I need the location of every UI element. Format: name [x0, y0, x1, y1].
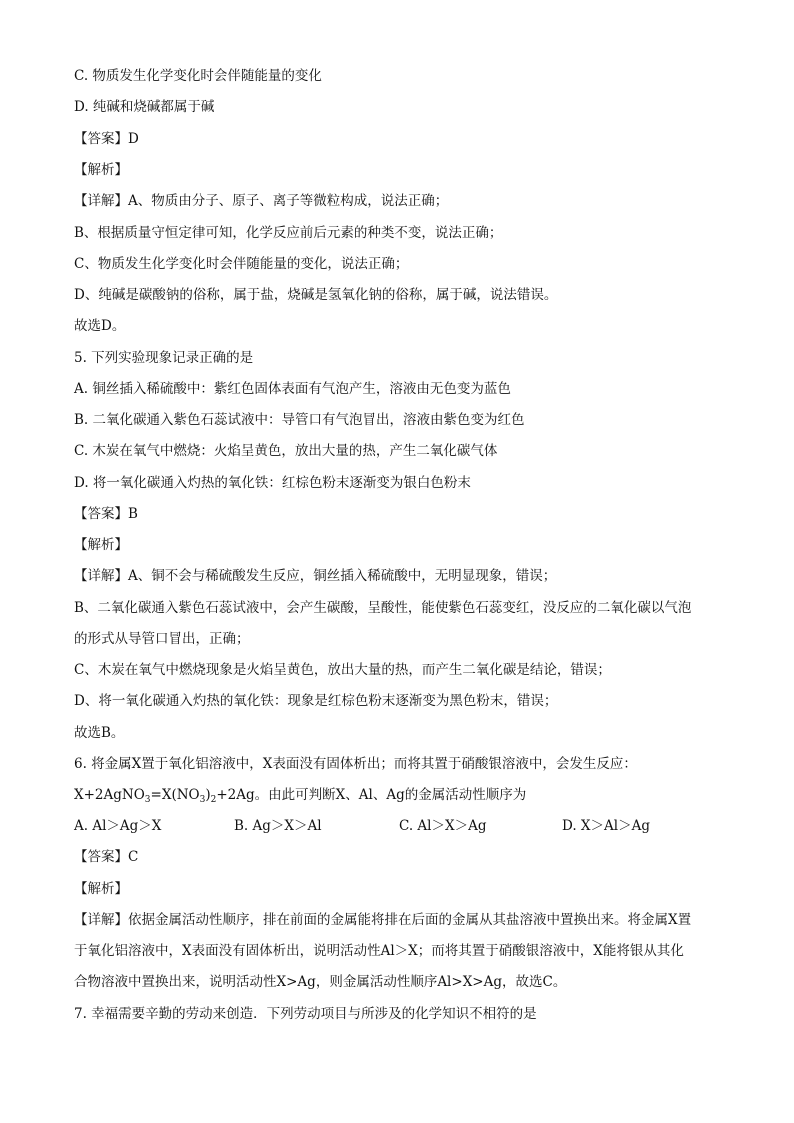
- analysis-heading-q4: 【解析】: [74, 162, 128, 178]
- answer-q6: 【答案】C: [74, 849, 139, 865]
- explanation-q4-c: C、物质发生化学变化时会伴随能量的变化，说法正确；: [74, 256, 409, 272]
- answer-q4: 【答案】D: [74, 131, 139, 147]
- options-q6: [74, 816, 754, 836]
- option-b-q5: B. 二氧化碳通入紫色石蕊试液中：导管口有气泡冒出，溶液由紫色变为红色: [74, 412, 525, 428]
- eq-sub2: 3: [199, 795, 206, 805]
- explanation-q6-1: 【详解】依据金属活动性顺序，排在前面的金属能将排在后面的金属从其盐溶液中置换出来。将金属X置: [74, 912, 692, 928]
- explanation-q6-3: 合物溶液中置换出来，说明活动性X>Ag，则金属活动性顺序Al>X>Ag，故选C。: [74, 974, 567, 990]
- option-c-q4: C. 物质发生化学变化时会伴随能量的变化: [74, 68, 322, 84]
- explanation-q5-d: D、将一氧化碳通入灼热的氧化铁：现象是红棕色粉末逐渐变为黑色粉末，错误；: [74, 693, 558, 709]
- eq-part4: +2Ag。由此可判断X、Al、Ag的金属活动性顺序为: [216, 787, 527, 803]
- option-c-q5: C. 木炭在氧气中燃烧：火焰呈黄色，放出大量的热，产生二氧化碳气体: [74, 443, 498, 459]
- explanation-q5-c: C、木炭在氧气中燃烧现象是火焰呈黄色，放出大量的热，而产生二氧化碳是结论，错误；: [74, 662, 611, 678]
- option-a-q5: A. 铜丝插入稀硫酸中：紫红色固体表面有气泡产生，溶液由无色变为蓝色: [74, 381, 511, 397]
- option-d-q5: D. 将一氧化碳通入灼热的氧化铁：红棕色粉末逐渐变为银白色粉末: [74, 475, 471, 491]
- explanation-q4-a: 【详解】A、物质由分子、原子、离子等微粒构成，说法正确；: [74, 193, 449, 209]
- question-5: 5. 下列实验现象记录正确的是: [74, 350, 254, 366]
- answer-q5: 【答案】B: [74, 506, 138, 522]
- option-c-q6: C. Al＞X＞Ag: [399, 818, 487, 834]
- eq-part1: X+2AgNO: [74, 787, 145, 803]
- option-d-q6: D. X＞Al＞Ag: [562, 818, 650, 834]
- question-6: 6. 将金属X置于氧化铝溶液中，X表面没有固体析出；而将其置于硝酸银溶液中，会发生反应：: [74, 756, 637, 772]
- explanation-q5-b: B、二氧化碳通入紫色石蕊试液中，会产生碳酸，呈酸性，能使紫色石蕊变红，没反应的二氧化碳以气泡: [74, 600, 692, 616]
- option-a-q6: A. Al＞Ag＞X: [74, 818, 162, 834]
- eq-sub1: 3: [144, 795, 151, 805]
- eq-part2: =X(NO: [150, 787, 200, 803]
- conclusion-q4: 故选D。: [74, 318, 126, 334]
- explanation-q4-b: B、根据质量守恒定律可知，化学反应前后元素的种类不变，说法正确；: [74, 225, 503, 241]
- option-b-q6: B. Ag＞X＞Al: [234, 818, 322, 834]
- eq-sub3: 2: [210, 795, 217, 805]
- question-7: 7. 幸福需要辛勤的劳动来创造．下列劳动项目与所涉及的化学知识不相符的是: [74, 1006, 537, 1022]
- eq-part3: ): [205, 787, 211, 803]
- analysis-heading-q5: 【解析】: [74, 537, 128, 553]
- question-6-equation: [74, 785, 754, 805]
- option-d-q4: D. 纯碱和烧碱都属于碱: [74, 99, 215, 115]
- analysis-heading-q6: 【解析】: [74, 881, 128, 897]
- explanation-q5-a: 【详解】A、铜不会与稀硫酸发生反应，铜丝插入稀硫酸中，无明显现象，错误；: [74, 568, 557, 584]
- conclusion-q5: 故选B。: [74, 725, 125, 741]
- explanation-q4-d: D、纯碱是碳酸钠的俗称，属于盐，烧碱是氢氧化钠的俗称，属于碱，说法错误。: [74, 287, 558, 303]
- explanation-q6-2: 于氧化铝溶液中，X表面没有固体析出，说明活动性Al＞X；而将其置于硝酸银溶液中，X能将银从其化: [74, 943, 684, 959]
- explanation-q5-b-cont: 的形式从导管口冒出，正确；: [74, 631, 250, 647]
